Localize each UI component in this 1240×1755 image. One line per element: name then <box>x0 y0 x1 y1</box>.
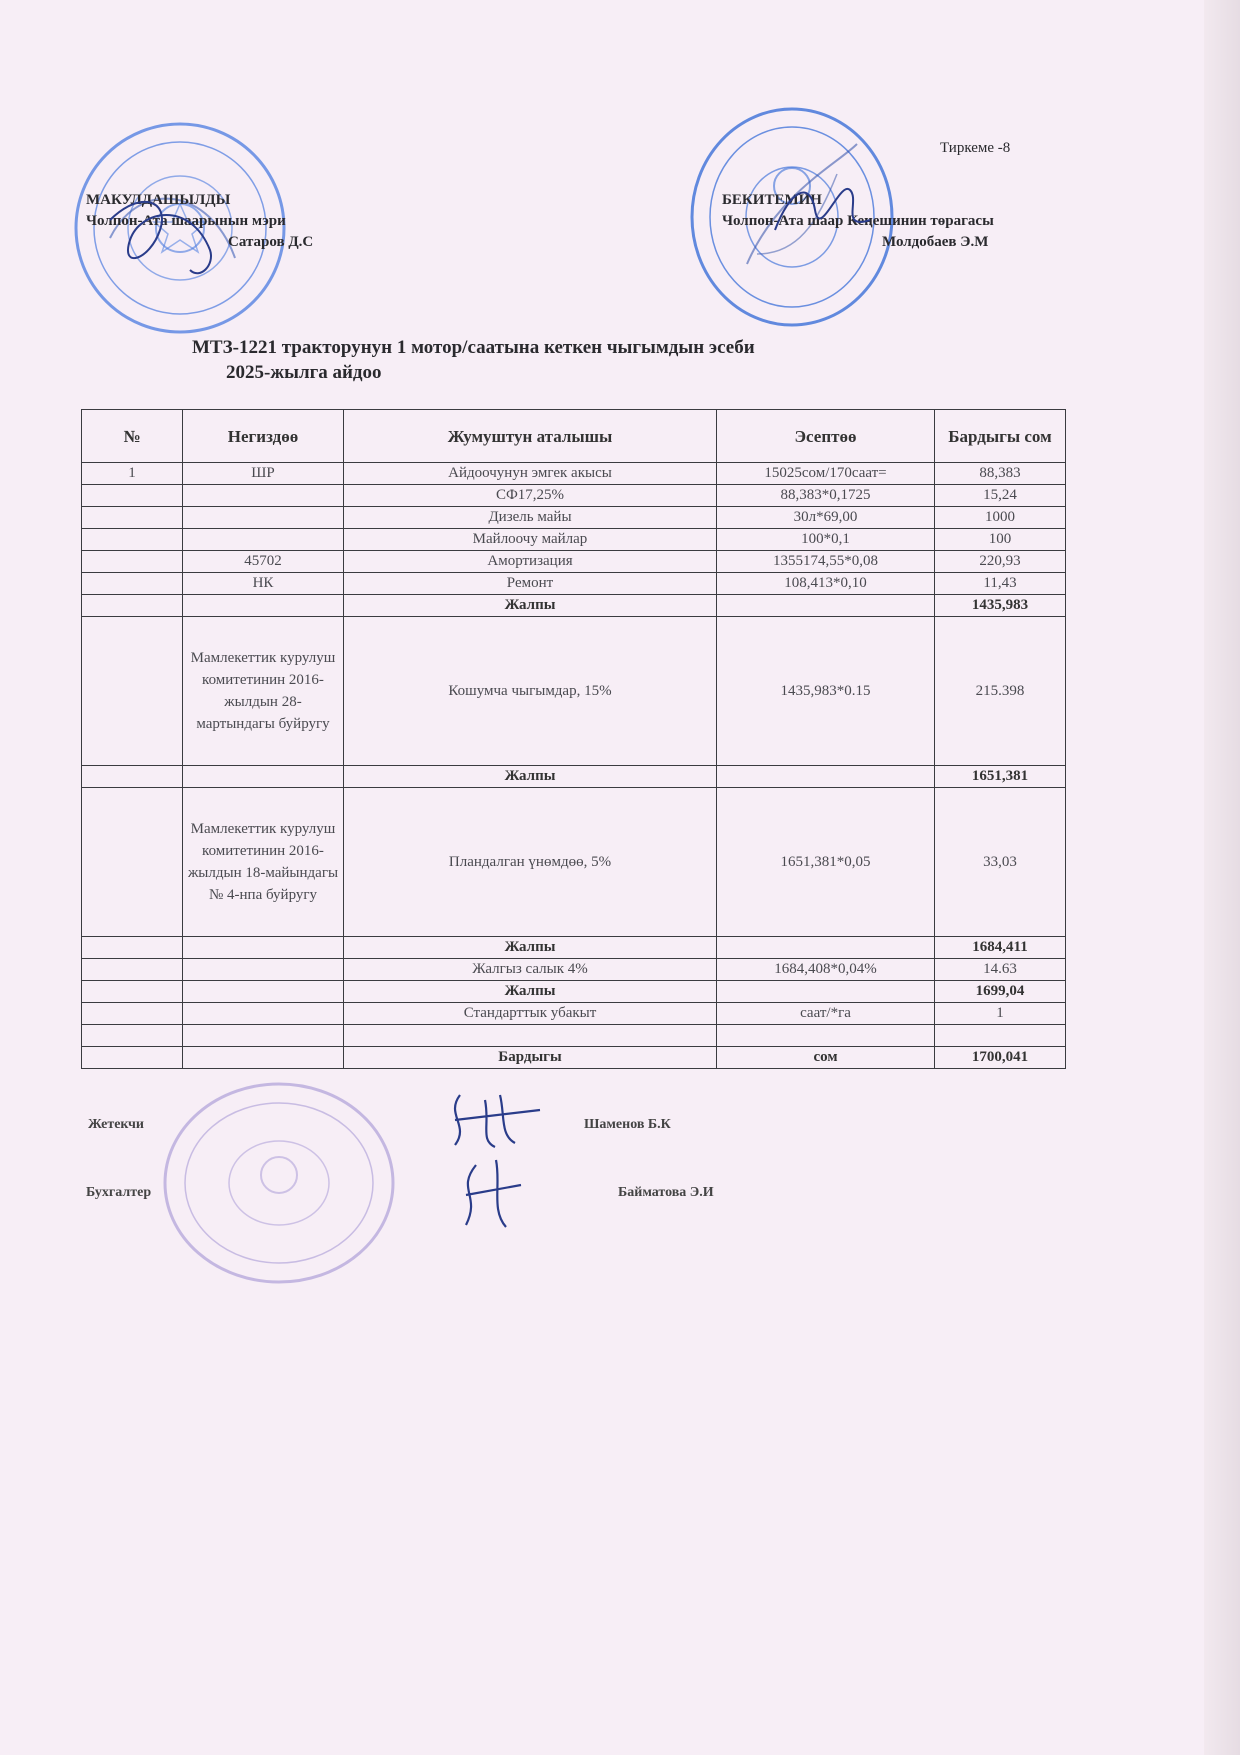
cell-calculation: 1355174,55*0,08 <box>717 551 935 573</box>
cell-work-name: СФ17,25% <box>344 485 717 507</box>
cell-work-name: Пландалган үнөмдөө, 5% <box>344 788 717 937</box>
chairman-signature <box>770 170 880 260</box>
approval-left-name: Сатаров Д.С <box>228 234 314 250</box>
cell-calculation <box>717 595 935 617</box>
cell-total: 215.398 <box>935 617 1066 766</box>
cell-total: 1700,041 <box>935 1047 1066 1069</box>
table-row <box>82 617 1066 766</box>
cell-basis: ШР <box>183 463 344 485</box>
cell-basis: НК <box>183 573 344 595</box>
table-row <box>82 788 1066 937</box>
table-row <box>82 507 1066 529</box>
cell-basis: 45702 <box>183 551 344 573</box>
cell-basis <box>183 766 344 788</box>
cell-work-name: Бардыгы <box>344 1047 717 1069</box>
cell-calculation <box>717 981 935 1003</box>
cell-calculation: 88,383*0,1725 <box>717 485 935 507</box>
cell-total <box>935 1025 1066 1047</box>
cell-number <box>82 551 183 573</box>
cell-work-name: Жалпы <box>344 981 717 1003</box>
scan-edge <box>1204 0 1240 1755</box>
approval-right-name: Молдобаев Э.М <box>882 234 989 250</box>
col-header-basis: Негиздөө <box>183 410 344 463</box>
document-title <box>192 335 755 385</box>
cell-total: 14.63 <box>935 959 1066 981</box>
cell-calculation <box>717 1025 935 1047</box>
cell-total: 1435,983 <box>935 595 1066 617</box>
table-row-subtotal <box>82 937 1066 959</box>
cell-basis <box>183 981 344 1003</box>
table-row <box>82 529 1066 551</box>
cell-number <box>82 485 183 507</box>
cell-calculation <box>717 937 935 959</box>
accountant-name: Байматова Э.И <box>618 1185 714 1200</box>
cell-number <box>82 573 183 595</box>
cell-work-name: Ремонт <box>344 573 717 595</box>
cell-number <box>82 595 183 617</box>
cell-work-name: Жалпы <box>344 937 717 959</box>
document-title-line2: 2025-жылга айдоо <box>226 362 382 383</box>
cell-number <box>82 1003 183 1025</box>
cell-total: 1684,411 <box>935 937 1066 959</box>
table-row <box>82 485 1066 507</box>
cell-total: 11,43 <box>935 573 1066 595</box>
head-signature <box>440 1085 550 1155</box>
cell-calculation: 15025сом/170саат= <box>717 463 935 485</box>
document-title-line1: МТЗ-1221 тракторунун 1 мотор/саатына кеткен чыгымдын эсеби <box>192 337 755 358</box>
approval-right-heading: БЕКИТЕМИН <box>722 192 822 208</box>
cell-work-name: Дизель майы <box>344 507 717 529</box>
col-header-calculation: Эсептөө <box>717 410 935 463</box>
cell-calculation: 1651,381*0,05 <box>717 788 935 937</box>
cell-basis <box>183 1047 344 1069</box>
table-row <box>82 573 1066 595</box>
cell-number: 1 <box>82 463 183 485</box>
table-header-row <box>82 410 1066 463</box>
cell-calculation: 100*0,1 <box>717 529 935 551</box>
cell-basis <box>183 959 344 981</box>
cell-total: 1000 <box>935 507 1066 529</box>
cell-basis <box>183 507 344 529</box>
head-label: Жетекчи <box>88 1117 144 1132</box>
cell-total: 1699,04 <box>935 981 1066 1003</box>
approval-right-position: Чолпон-Ата шаар Кеңешинин төрагасы <box>722 213 994 229</box>
cell-work-name: Стандарттык убакыт <box>344 1003 717 1025</box>
cell-basis <box>183 1003 344 1025</box>
col-header-number: № <box>82 410 183 463</box>
approval-left-position: Чолпон-Ата шаарынын мэри <box>86 213 286 229</box>
table-row <box>82 463 1066 485</box>
table-row-subtotal <box>82 595 1066 617</box>
col-header-work-name: Жумуштун аталышы <box>344 410 717 463</box>
table-row-empty <box>82 1025 1066 1047</box>
cell-basis <box>183 937 344 959</box>
cell-calculation: 1435,983*0.15 <box>717 617 935 766</box>
cell-basis <box>183 485 344 507</box>
accountant-label: Бухгалтер <box>86 1185 152 1200</box>
appendix-label: Тиркеме -8 <box>940 140 1011 156</box>
cell-work-name <box>344 1025 717 1047</box>
cell-total: 220,93 <box>935 551 1066 573</box>
cell-work-name: Амортизация <box>344 551 717 573</box>
cell-number <box>82 766 183 788</box>
cell-calculation: 30л*69,00 <box>717 507 935 529</box>
mayor-signature <box>100 180 240 290</box>
cell-total: 100 <box>935 529 1066 551</box>
cell-total: 1 <box>935 1003 1066 1025</box>
cell-number <box>82 1025 183 1047</box>
cell-number <box>82 529 183 551</box>
cell-work-name: Айдоочунун эмгек акысы <box>344 463 717 485</box>
cell-number <box>82 788 183 937</box>
cell-basis <box>183 529 344 551</box>
table-row-subtotal <box>82 766 1066 788</box>
cell-calculation: саат/*га <box>717 1003 935 1025</box>
table-row-grand-total <box>82 1047 1066 1069</box>
cell-number <box>82 981 183 1003</box>
head-name: Шаменов Б.К <box>584 1117 671 1132</box>
cell-work-name: Жалпы <box>344 766 717 788</box>
organization-stamp <box>160 1080 398 1286</box>
cell-number <box>82 617 183 766</box>
cell-number <box>82 937 183 959</box>
cell-number <box>82 1047 183 1069</box>
cost-calculation-table <box>81 409 1066 1069</box>
cell-number <box>82 959 183 981</box>
cell-calculation: сом <box>717 1047 935 1069</box>
cell-total: 1651,381 <box>935 766 1066 788</box>
cell-work-name: Жалпы <box>344 595 717 617</box>
cell-total: 33,03 <box>935 788 1066 937</box>
cell-work-name: Кошумча чыгымдар, 15% <box>344 617 717 766</box>
cell-basis: Мамлекеттик курулуш комитетинин 2016-жылдын 28-мартындагы буйругу <box>183 617 344 766</box>
col-header-total: Бардыгы сом <box>935 410 1066 463</box>
cell-work-name: Майлоочу майлар <box>344 529 717 551</box>
cell-number <box>82 507 183 529</box>
accountant-signature <box>446 1155 536 1235</box>
cell-calculation: 1684,408*0,04% <box>717 959 935 981</box>
cell-basis <box>183 595 344 617</box>
cell-calculation: 108,413*0,10 <box>717 573 935 595</box>
table-row-subtotal <box>82 981 1066 1003</box>
cell-calculation <box>717 766 935 788</box>
table-row <box>82 959 1066 981</box>
cell-work-name: Жалгыз салык 4% <box>344 959 717 981</box>
cell-total: 88,383 <box>935 463 1066 485</box>
table-row <box>82 1003 1066 1025</box>
approval-left-heading: МАКУЛДАШЫЛДЫ <box>86 192 231 208</box>
table-row <box>82 551 1066 573</box>
cell-basis <box>183 1025 344 1047</box>
cell-total: 15,24 <box>935 485 1066 507</box>
cell-basis: Мамлекеттик курулуш комитетинин 2016-жылдын 18-майындагы № 4-нпа буйругу <box>183 788 344 937</box>
